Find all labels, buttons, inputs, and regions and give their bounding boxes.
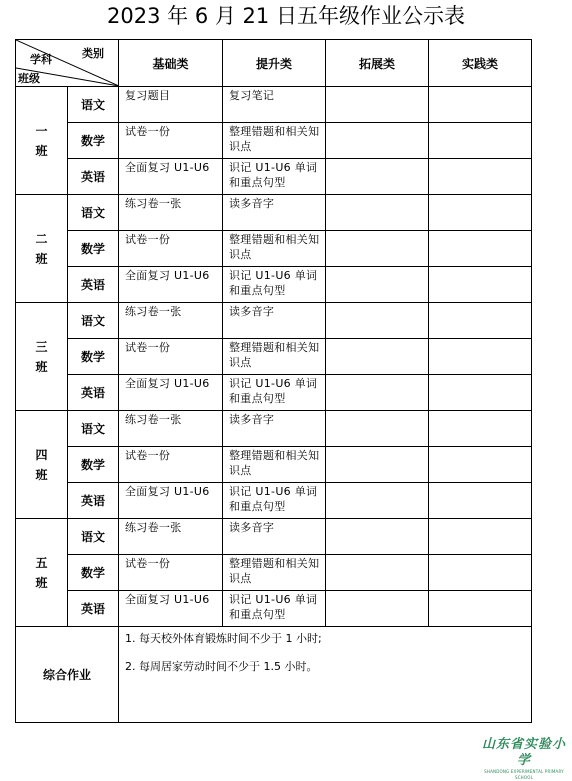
- homework-basic-cell: 全面复习 U1-U6: [119, 375, 223, 411]
- homework-expand-cell: [326, 231, 429, 267]
- homework-practice-cell: [429, 87, 532, 123]
- homework-improve-cell: 整理错题和相关知识点: [223, 447, 326, 483]
- homework-improve-cell: 复习笔记: [223, 87, 326, 123]
- school-logo: [480, 737, 568, 781]
- homework-improve-cell: 整理错题和相关知识点: [223, 555, 326, 591]
- homework-expand-cell: [326, 159, 429, 195]
- homework-basic-cell: 试卷一份: [119, 447, 223, 483]
- subject-cell: 英语: [68, 159, 119, 195]
- table-row: [16, 195, 532, 231]
- homework-improve-cell: 整理错题和相关知识点: [223, 123, 326, 159]
- class-name-char: 班: [35, 251, 48, 266]
- homework-basic-cell: 复习题目: [119, 87, 223, 123]
- homework-basic-cell: 试卷一份: [119, 123, 223, 159]
- homework-expand-cell: [326, 519, 429, 555]
- homework-practice-cell: [429, 123, 532, 159]
- homework-improve-cell: 识记 U1-U6 单词和重点句型: [223, 159, 326, 195]
- homework-improve-cell: 整理错题和相关知识点: [223, 231, 326, 267]
- subject-cell: 语文: [68, 411, 119, 447]
- homework-expand-cell: [326, 591, 429, 627]
- table-row: [16, 483, 532, 519]
- class-name-cell: [16, 195, 68, 303]
- homework-basic-cell: 练习卷一张: [119, 303, 223, 339]
- homework-practice-cell: [429, 339, 532, 375]
- table-row: [16, 555, 532, 591]
- table-row: [16, 339, 532, 375]
- table-row: [16, 591, 532, 627]
- homework-expand-cell: [326, 555, 429, 591]
- subject-cell: 语文: [68, 303, 119, 339]
- subject-cell: 数学: [68, 339, 119, 375]
- table-row: [16, 159, 532, 195]
- homework-table: [15, 39, 532, 723]
- subject-cell: 英语: [68, 591, 119, 627]
- homework-practice-cell: [429, 591, 532, 627]
- subject-cell: 英语: [68, 483, 119, 519]
- homework-basic-cell: 全面复习 U1-U6: [119, 267, 223, 303]
- subject-cell: 数学: [68, 447, 119, 483]
- col-header-basic: 基础类: [119, 40, 223, 87]
- homework-basic-cell: 全面复习 U1-U6: [119, 591, 223, 627]
- diag-subject-label: 学科: [30, 53, 52, 66]
- homework-practice-cell: [429, 159, 532, 195]
- col-header-expand: 拓展类: [326, 40, 429, 87]
- subject-cell: 英语: [68, 267, 119, 303]
- subject-cell: 数学: [68, 231, 119, 267]
- class-name-cell: [16, 303, 68, 411]
- comprehensive-label: 综合作业: [16, 627, 119, 723]
- homework-improve-cell: 读多音字: [223, 519, 326, 555]
- homework-practice-cell: [429, 375, 532, 411]
- homework-expand-cell: [326, 303, 429, 339]
- homework-practice-cell: [429, 483, 532, 519]
- class-name-cell: [16, 519, 68, 627]
- homework-expand-cell: [326, 87, 429, 123]
- homework-basic-cell: 试卷一份: [119, 339, 223, 375]
- class-name-char: 四: [35, 447, 48, 462]
- homework-basic-cell: 全面复习 U1-U6: [119, 159, 223, 195]
- class-name-char: 班: [35, 143, 48, 158]
- homework-practice-cell: [429, 411, 532, 447]
- comprehensive-notes: [119, 627, 532, 723]
- homework-basic-cell: 全面复习 U1-U6: [119, 483, 223, 519]
- diagonal-header-cell: [16, 40, 119, 87]
- comprehensive-note: 1. 每天校外体育锻炼时间不少于 1 小时;: [125, 632, 322, 645]
- homework-basic-cell: 练习卷一张: [119, 411, 223, 447]
- table-row: [16, 447, 532, 483]
- homework-basic-cell: 试卷一份: [119, 231, 223, 267]
- homework-expand-cell: [326, 195, 429, 231]
- table-row: [16, 375, 532, 411]
- subject-cell: 语文: [68, 519, 119, 555]
- school-logo-name: 山东省实验小学: [481, 737, 566, 768]
- homework-practice-cell: [429, 519, 532, 555]
- homework-expand-cell: [326, 123, 429, 159]
- class-name-char: 五: [35, 555, 48, 570]
- homework-practice-cell: [429, 447, 532, 483]
- class-name-char: 班: [35, 575, 48, 590]
- class-name-cell: [16, 87, 68, 195]
- comprehensive-note: 2. 每周居家劳动时间不少于 1.5 小时。: [125, 660, 318, 673]
- page-title: 2023 年 6 月 21 日五年级作业公示表: [107, 4, 465, 28]
- homework-basic-cell: 练习卷一张: [119, 195, 223, 231]
- class-name-char: 一: [35, 123, 48, 138]
- homework-practice-cell: [429, 555, 532, 591]
- homework-practice-cell: [429, 231, 532, 267]
- homework-improve-cell: 读多音字: [223, 195, 326, 231]
- homework-improve-cell: 整理错题和相关知识点: [223, 339, 326, 375]
- homework-basic-cell: 练习卷一张: [119, 519, 223, 555]
- col-header-improve: 提升类: [223, 40, 326, 87]
- homework-improve-cell: 读多音字: [223, 303, 326, 339]
- homework-improve-cell: 识记 U1-U6 单词和重点句型: [223, 375, 326, 411]
- homework-improve-cell: 识记 U1-U6 单词和重点句型: [223, 267, 326, 303]
- diag-class-label: 班级: [18, 72, 40, 85]
- class-name-cell: [16, 411, 68, 519]
- homework-basic-cell: 试卷一份: [119, 555, 223, 591]
- homework-practice-cell: [429, 195, 532, 231]
- homework-practice-cell: [429, 267, 532, 303]
- class-name-char: 二: [35, 231, 48, 246]
- table-row: [16, 87, 532, 123]
- homework-expand-cell: [326, 267, 429, 303]
- table-row: [16, 411, 532, 447]
- class-name-char: 三: [35, 339, 48, 354]
- subject-cell: 语文: [68, 87, 119, 123]
- subject-cell: 英语: [68, 375, 119, 411]
- subject-cell: 数学: [68, 555, 119, 591]
- table-row: [16, 267, 532, 303]
- homework-improve-cell: 读多音字: [223, 411, 326, 447]
- homework-expand-cell: [326, 411, 429, 447]
- subject-cell: 语文: [68, 195, 119, 231]
- homework-expand-cell: [326, 375, 429, 411]
- homework-improve-cell: 识记 U1-U6 单词和重点句型: [223, 591, 326, 627]
- homework-expand-cell: [326, 339, 429, 375]
- table-row: [16, 123, 532, 159]
- diag-category-label: 类别: [82, 47, 104, 60]
- school-logo-english: SHANDONG EXPERIMENTAL PRIMARY SCHOOL: [484, 769, 564, 780]
- homework-practice-cell: [429, 303, 532, 339]
- col-header-practice: 实践类: [429, 40, 532, 87]
- table-row: [16, 519, 532, 555]
- class-name-char: 班: [35, 467, 48, 482]
- class-name-char: 班: [35, 359, 48, 374]
- table-row: [16, 303, 532, 339]
- homework-expand-cell: [326, 483, 429, 519]
- subject-cell: 数学: [68, 123, 119, 159]
- table-row: [16, 231, 532, 267]
- homework-expand-cell: [326, 447, 429, 483]
- homework-improve-cell: 识记 U1-U6 单词和重点句型: [223, 483, 326, 519]
